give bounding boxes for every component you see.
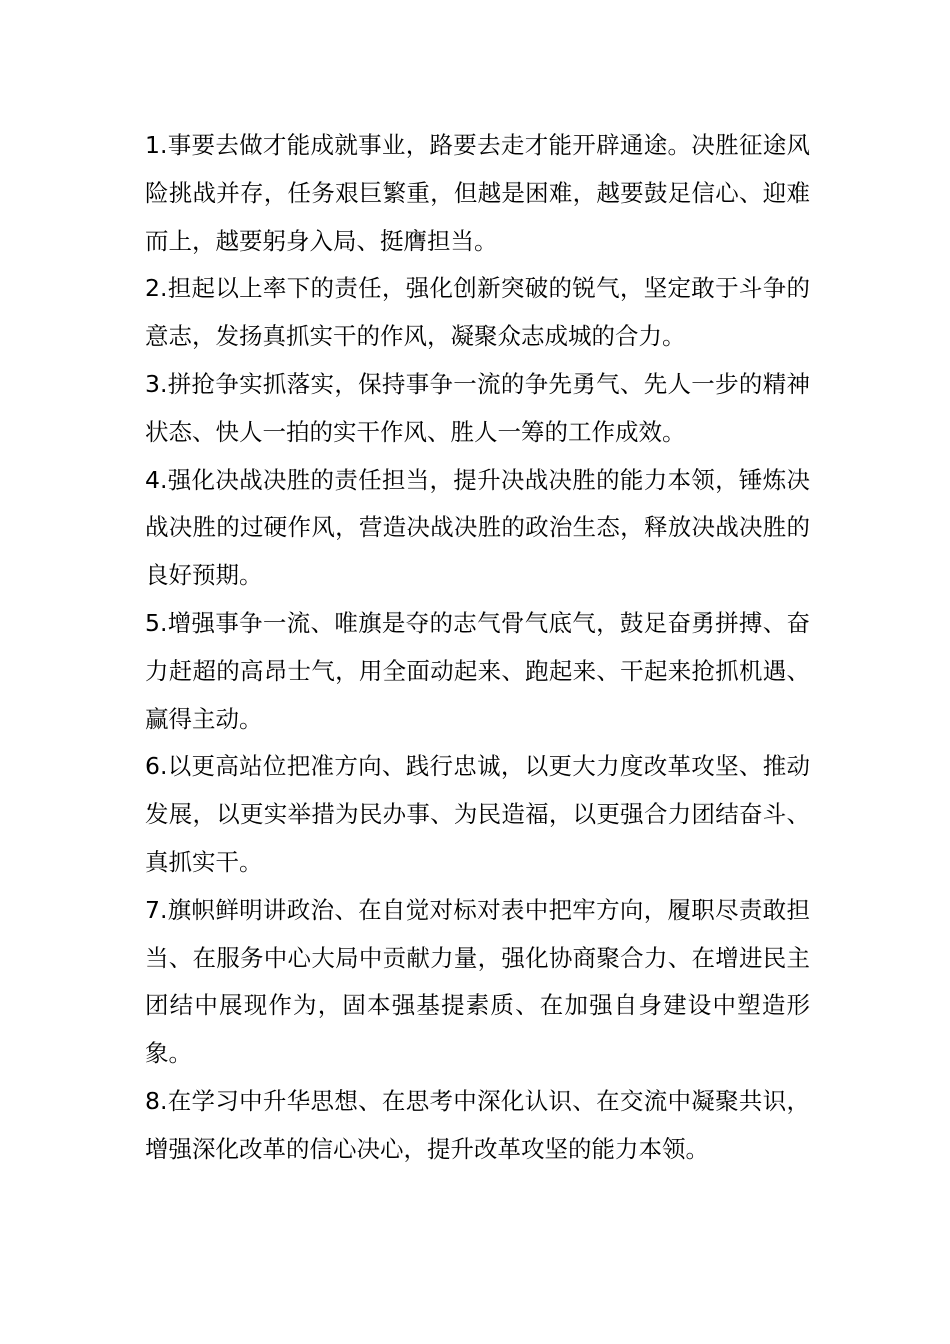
paragraph-3: 3.拼抢争实抓落实，保持事争一流的争先勇气、先人一步的精神状态、快人一拍的实干作风、胜人一筹的工作成效。: [145, 369, 810, 446]
paragraph-2: 2.担起以上率下的责任，强化创新突破的锐气，坚定敢于斗争的意志，发扬真抓实干的作风，凝聚众志成城的合力。: [145, 274, 810, 351]
paragraph-4: 4.强化决战决胜的责任担当，提升决战决胜的能力本领，锤炼决战决胜的过硬作风，营造决战决胜的政治生态，释放决战决胜的良好预期。: [145, 465, 810, 590]
paragraph-5: 5.增强事争一流、唯旗是夺的志气骨气底气，鼓足奋勇拼搏、奋力赶超的高昂士气，用全面动起来、跑起来、干起来抢抓机遇、赢得主动。: [145, 608, 810, 733]
paragraph-1: 1.事要去做才能成就事业，路要去走才能开辟通途。决胜征途风险挑战并存，任务艰巨繁重，但越是困难，越要鼓足信心、迎难而上，越要躬身入局、挺膺担当。: [145, 131, 810, 255]
document-body: [145, 122, 810, 1174]
paragraph-8: 8.在学习中升华思想、在思考中深化认识、在交流中凝聚共识，增强深化改革的信心决心，提升改革攻坚的能力本领。: [145, 1086, 810, 1163]
paragraph-7: 7.旗帜鲜明讲政治、在自觉对标对表中把牢方向，履职尽责敢担当、在服务中心大局中贡献力量，强化协商聚合力、在增进民主团结中展现作为，固本强基提素质、在加强自身建设中塑造形象。: [145, 895, 810, 1068]
paragraph-6: 6.以更高站位把准方向、践行忠诚，以更大力度改革攻坚、推动发展，以更实举措为民办事、为民造福，以更强合力团结奋斗、真抓实干。: [145, 752, 810, 876]
